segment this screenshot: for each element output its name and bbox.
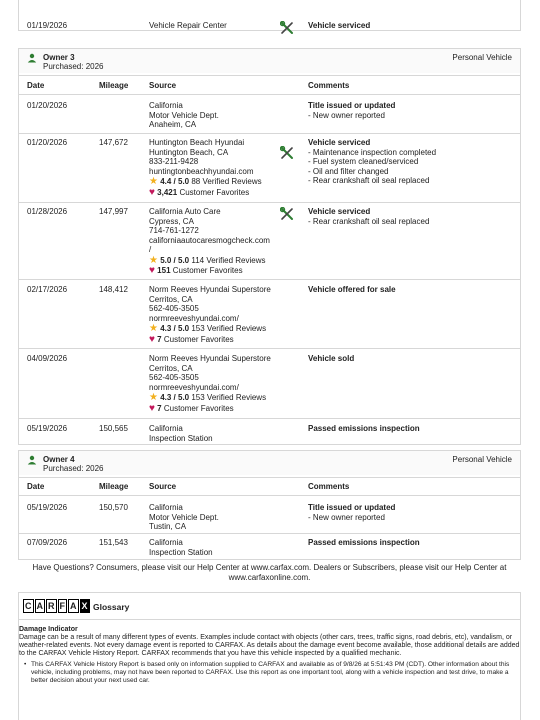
damage-indicator-title: Damage Indicator [19, 626, 78, 633]
heart-icon: ♥ [149, 186, 155, 198]
heart-icon: ♥ [149, 333, 155, 345]
owner-title: Owner 4 [43, 455, 75, 464]
dealer-website-link[interactable]: californiaautocaresmogcheck.com [149, 235, 270, 245]
owner-vehicle-type: Personal Vehicle [452, 455, 512, 464]
verified-reviews-link[interactable]: 88 Verified Reviews [191, 177, 262, 186]
col-mileage: Mileage [99, 482, 129, 491]
row-source: Norm Reeves Hyundai Superstore Cerritos, CA 562-405-3505 normreeveshyundai.com/ ★ 4.3 / 5.0 153 Verified Reviews ♥ 7 Customer Favorites [149, 354, 289, 413]
row-comment: Vehicle offered for sale [308, 285, 396, 294]
verified-reviews-link[interactable]: 153 Verified Reviews [191, 393, 267, 402]
glossary-section [18, 592, 521, 720]
help-center-note: Have Questions? Consumers, please visit our Help Center at www.carfax.com. Dealers or Subscribers, please visit our Help Center at www.carfaxonline.com. [32, 563, 507, 582]
row-source: Norm Reeves Hyundai Superstore Cerritos, CA 562-405-3505 normreeveshyundai.com/ ★ 4.3 / 5.0 153 Verified Reviews ♥ 7 Customer Favorites [149, 285, 289, 344]
row-mileage: 150,565 [99, 424, 128, 433]
row-date: 07/09/2026 [27, 538, 68, 547]
verified-reviews-link[interactable]: 153 Verified Reviews [191, 324, 267, 333]
row-comment: Vehicle serviced - Maintenance inspection completed - Fuel system cleaned/serviced - Oil and filter changed - Rear crankshaft oil seal replaced [308, 138, 437, 185]
row-mileage: 150,570 [99, 503, 128, 512]
person-icon [27, 455, 37, 465]
row-date: 02/17/2026 [27, 285, 68, 294]
row-mileage: 151,543 [99, 538, 128, 547]
row-source: Huntington Beach Hyundai Huntington Beach, CA 833-211-9428 huntingtonbeachhyundai.com ★ 4.4 / 5.0 88 Verified Reviews ♥ 3,421 Customer Favorites [149, 138, 289, 197]
col-comments: Comments [308, 81, 350, 90]
row-comment: Title issued or updated - New owner reported [308, 101, 396, 120]
owner-vehicle-type: Personal Vehicle [452, 53, 512, 62]
col-source: Source [149, 81, 177, 90]
col-comments: Comments [308, 482, 350, 491]
carfax-logo: C A R F A X [25, 601, 88, 611]
row-date: 01/20/2026 [27, 101, 68, 110]
damage-indicator-text: Damage can be a result of many different types of events. Examples include contact with objects (other cars, trees, traffic signs, road debris, etc), vandalism, or weather-related events. Not every damage event is reported to CARFAX. As details about the damage event become available, those additional details are added to the CARFAX Vehicle History Report. CARFAX recommends that you have this vehicle inspected by a qualified mechanic. [19, 634, 520, 657]
owner-4-header [19, 451, 520, 475]
row-comment: Vehicle serviced - Rear crankshaft oil seal replaced [308, 207, 430, 226]
row-mileage: 148,412 [99, 285, 128, 294]
owner-4-section [18, 450, 521, 560]
owner-purchased: Purchased: 2026 [43, 62, 104, 71]
row-mileage: 147,672 [99, 138, 128, 147]
glossary-title: Glossary [93, 602, 130, 612]
row-source: California Auto Care Cypress, CA 714-761-1272 californiaautocaresmogcheck.com / ★ 5.0 / 5.0 114 Verified Reviews ♥ 151 Customer Favorites [149, 207, 289, 276]
row-date: 04/09/2026 [27, 354, 68, 363]
report-disclaimer: • This CARFAX Vehicle History Report is based only on information supplied to CARFAX and available as of 9/8/26 at 5:51:43 PM (CDT). Other information about this vehicle, including problems, may not have been reported to CARFAX. Use this report as one important tool, along with a vehicle inspection and test drive, to make a better decision about your next used car. [31, 661, 511, 685]
owner-title: Owner 3 [43, 53, 75, 62]
row-date: 01/28/2026 [27, 207, 68, 216]
col-date: Date [27, 81, 45, 90]
heart-icon: ♥ [149, 402, 155, 414]
row-source: California Inspection Station [149, 424, 213, 443]
col-mileage: Mileage [99, 81, 129, 90]
wrench-screwdriver-icon [280, 21, 294, 35]
owner-3-section [18, 48, 521, 445]
star-icon: ★ [149, 254, 158, 266]
heart-icon: ♥ [149, 265, 155, 276]
entry-comment: Vehicle serviced [308, 21, 371, 30]
entry-date: 01/19/2026 [27, 21, 68, 30]
row-comment: Passed emissions inspection [308, 538, 420, 547]
wrench-screwdriver-icon [280, 146, 294, 160]
row-comment: Vehicle sold [308, 354, 355, 363]
row-date: 05/19/2026 [27, 424, 68, 433]
owner-3-header [19, 49, 520, 73]
col-date: Date [27, 482, 45, 491]
star-icon: ★ [149, 176, 158, 187]
row-comment: Passed emissions inspection [308, 424, 420, 433]
row-date: 05/19/2026 [27, 503, 68, 512]
row-source: California Motor Vehicle Dept. Anaheim, CA [149, 101, 219, 129]
star-icon: ★ [149, 392, 158, 403]
row-source: California Inspection Station [149, 538, 213, 557]
verified-reviews-link[interactable]: 114 Verified Reviews [191, 255, 266, 265]
row-comment: Title issued or updated - New owner reported [308, 503, 396, 522]
dealer-website-link[interactable]: huntingtonbeachhyundai.com [149, 166, 254, 176]
row-mileage: 147,997 [99, 207, 128, 216]
dealer-website-link[interactable]: normreeveshyundai.com/ [149, 382, 239, 392]
row-date: 01/20/2026 [27, 138, 68, 147]
person-icon [27, 53, 37, 63]
col-source: Source [149, 482, 177, 491]
owner-purchased: Purchased: 2026 [43, 464, 104, 473]
star-icon: ★ [149, 323, 158, 334]
wrench-screwdriver-icon [280, 207, 294, 221]
row-source: California Motor Vehicle Dept. Tustin, CA [149, 503, 219, 531]
previous-owner-entry [18, 0, 521, 31]
entry-source: Vehicle Repair Center [149, 21, 227, 30]
dealer-website-link[interactable]: normreeveshyundai.com/ [149, 313, 239, 323]
